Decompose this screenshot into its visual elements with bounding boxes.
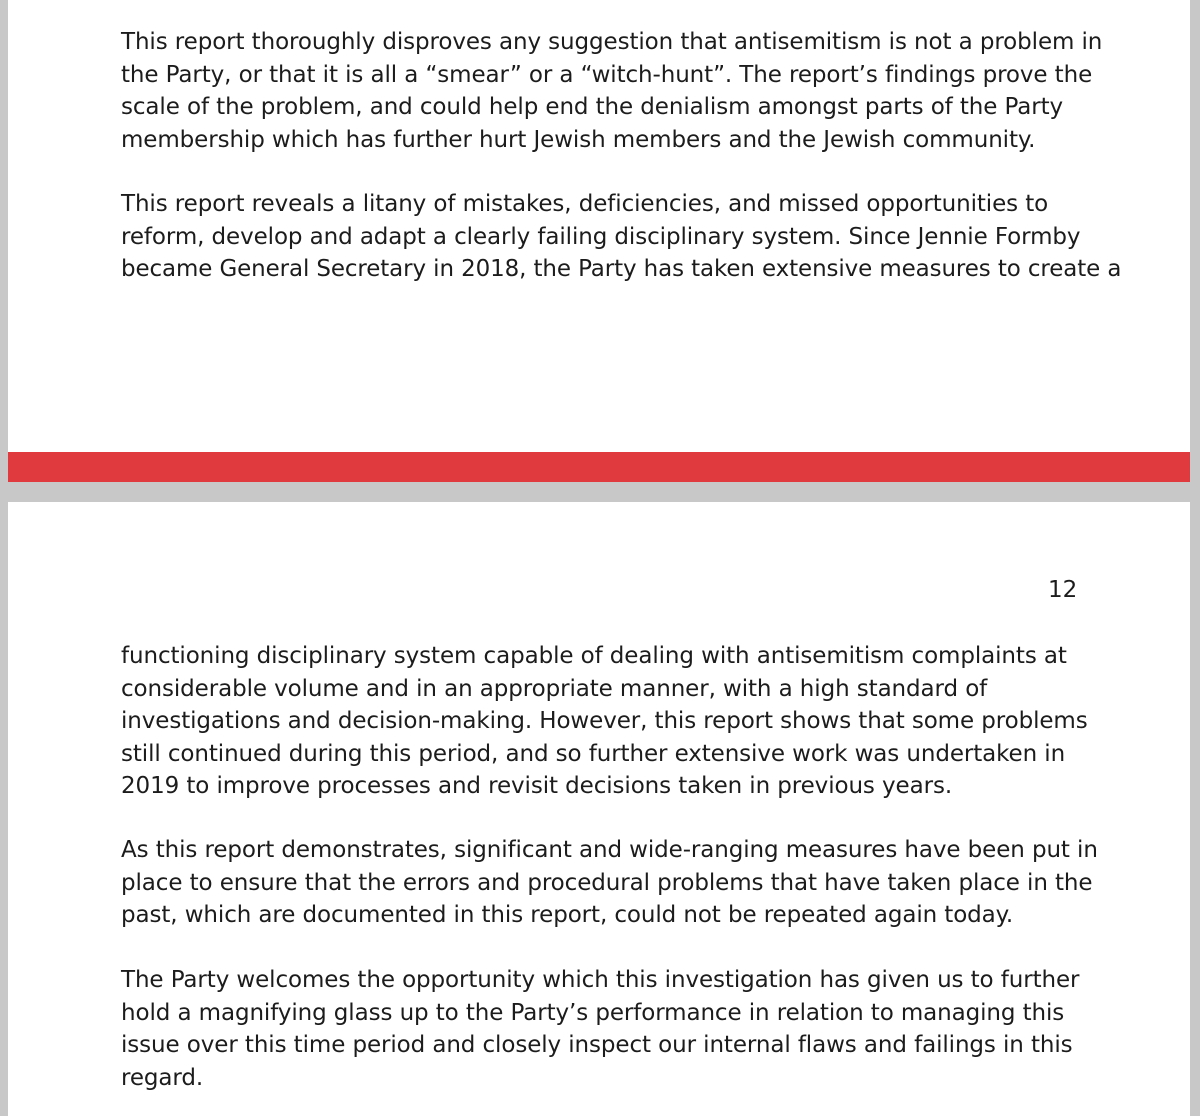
text-line: place to ensure that the errors and procedural problems that have taken place in the: [121, 869, 1093, 896]
text-line: This report reveals a litany of mistakes, deficiencies, and missed opportunities to: [121, 191, 1049, 217]
text-line: This report thoroughly disproves any suggestion that antisemitism is not a problem in: [121, 29, 1103, 55]
paragraph-disproves-suggestion: [121, 26, 1121, 156]
text-line: past, which are documented in this report, could not be repeated again today.: [121, 902, 1014, 928]
text-line: investigations and decision-making. However, this report shows that some problems: [121, 708, 1088, 734]
text-line: considerable volume and in an appropriate manner, with a high standard of: [121, 675, 988, 702]
text-line: became General Secretary in 2018, the Party has taken extensive measures to create a: [121, 256, 1122, 282]
text-line: issue over this time period and closely inspect our internal flaws and failings in this: [121, 1032, 1073, 1058]
text-line: reform, develop and adapt a clearly failing disciplinary system. Since Jennie Formby: [121, 223, 1081, 250]
document-page-bottom: [8, 502, 1190, 1116]
text-line: the Party, or that it is all a “smear” or a “witch-hunt”. The report’s findings prove the: [121, 61, 1093, 88]
paragraph-party-welcomes: [121, 964, 1121, 1094]
text-line: functioning disciplinary system capable of dealing with antisemitism complaints at: [121, 643, 1067, 669]
document-page-top: [8, 0, 1190, 452]
text-line: scale of the problem, and could help end the denialism amongst parts of the Party: [121, 94, 1064, 120]
text-line: 2019 to improve processes and revisit decisions taken in previous years.: [121, 773, 953, 799]
text-line: hold a magnifying glass up to the Party’s performance in relation to managing this: [121, 999, 1065, 1026]
paragraph-litany-of-mistakes: [121, 188, 1121, 286]
page-number: 12: [1048, 577, 1078, 603]
text-line: regard.: [121, 1064, 204, 1091]
paragraph-functioning-system: [121, 640, 1121, 803]
text-line: The Party welcomes the opportunity which this investigation has given us to further: [121, 967, 1080, 993]
text-line: As this report demonstrates, significant and wide-ranging measures have been put in: [121, 837, 1098, 863]
text-line: still continued during this period, and so further extensive work was undertaken in: [121, 740, 1066, 767]
text-line: membership which has further hurt Jewish members and the Jewish community.: [121, 126, 1036, 153]
paragraph-measures-in-place: [121, 834, 1121, 932]
page-break-separator: [8, 452, 1190, 482]
